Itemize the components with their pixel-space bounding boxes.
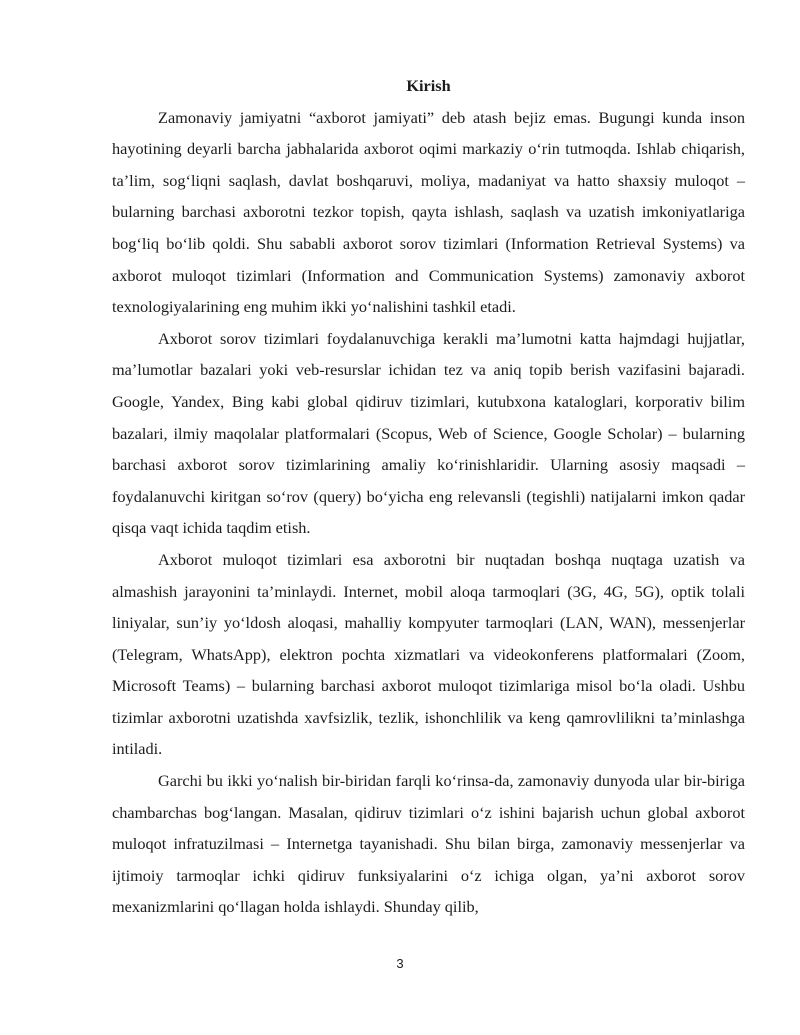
paragraph-4: Garchi bu ikki yo‘nalish bir-biridan farqli ko‘rinsa-da, zamonaviy dunyoda ular bir-biriga chambarchas bog‘langan. Masalan, qidiruv tizimlari o‘z ishini bajarish uchun global axborot muloqot infratuzilmasi – Internetga tayanishadi. Shu bilan birga, zamonaviy messenjerlar va ijtimoiy tarmoqlar ichki qidiruv funksiyalarini o‘z ichiga olgan, ya’ni axborot sorov mexanizmlarini qo‘llagan holda ishlaydi. Shunday qilib,	[112, 771, 745, 917]
section-title: Kirish	[406, 76, 451, 95]
paragraph-2: Axborot sorov tizimlari foydalanuvchiga kerakli ma’lumotni katta hajmdagi hujjatlar, ma’lumotlar bazalari yoki veb-resurslar ichidan tez va aniq topib berish vazifasini bajaradi. Google, Yandex, Bing kabi global qidiruv tizimlari, kutubxona kataloglari, korporativ bilim bazalari, ilmiy maqolalar platformalari (Scopus, Web of Science, Google Scholar) – bularning barchasi axborot sorov tizimlarining amaliy ko‘rinishlaridir. Ularning asosiy maqsadi – foydalanuvchi kiritgan so‘rov (query) bo‘yicha eng relevansli (tegishli) natijalarni imkon qadar qisqa vaqt ichida taqdim etish.	[112, 328, 745, 538]
paragraph-1: Zamonaviy jamiyatni “axborot jamiyati” deb atash bejiz emas. Bugungi kunda inson hayotining deyarli barcha jabhalarida axborot oqimi markaziy o‘rin tutmoqda. Ishlab chiqarish, ta’lim, sog‘liqni saqlash, davlat boshqaruvi, moliya, madaniyat va hatto shaxsiy muloqot – bularning barchasi axborotni tezkor topish, qayta ishlash, saqlash va uzatish imkoniyatlariga bog‘liq bo‘lib qoldi. Shu sababli axborot sorov tizimlari (Information Retrieval Systems) va axborot muloqot tizimlari (Information and Communication Systems) zamonaviy axborot texnologiyalarining eng muhim ikki yo‘nalishini tashkil etadi.	[112, 107, 745, 317]
page-number: 3	[396, 956, 404, 971]
page-content	[112, 70, 745, 923]
paragraph-3: Axborot muloqot tizimlari esa axborotni bir nuqtadan boshqa nuqtaga uzatish va almashish jarayonini ta’minlaydi. Internet, mobil aloqa tarmoqlari (3G, 4G, 5G), optik tolali liniyalar, sun’iy yo‘ldosh aloqasi, mahalliy kompyuter tarmoqlari (LAN, WAN), messenjerlar (Telegram, WhatsApp), elektron pochta xizmatlari va videokonferens platformalari (Zoom, Microsoft Teams) – bularning barchasi axborot muloqot tizimlariga misol bo‘la oladi. Ushbu tizimlar axborotni uzatishda xavfsizlik, tezlik, ishonchlilik va keng qamrovlilikni ta’minlashga intiladi.	[112, 549, 745, 759]
